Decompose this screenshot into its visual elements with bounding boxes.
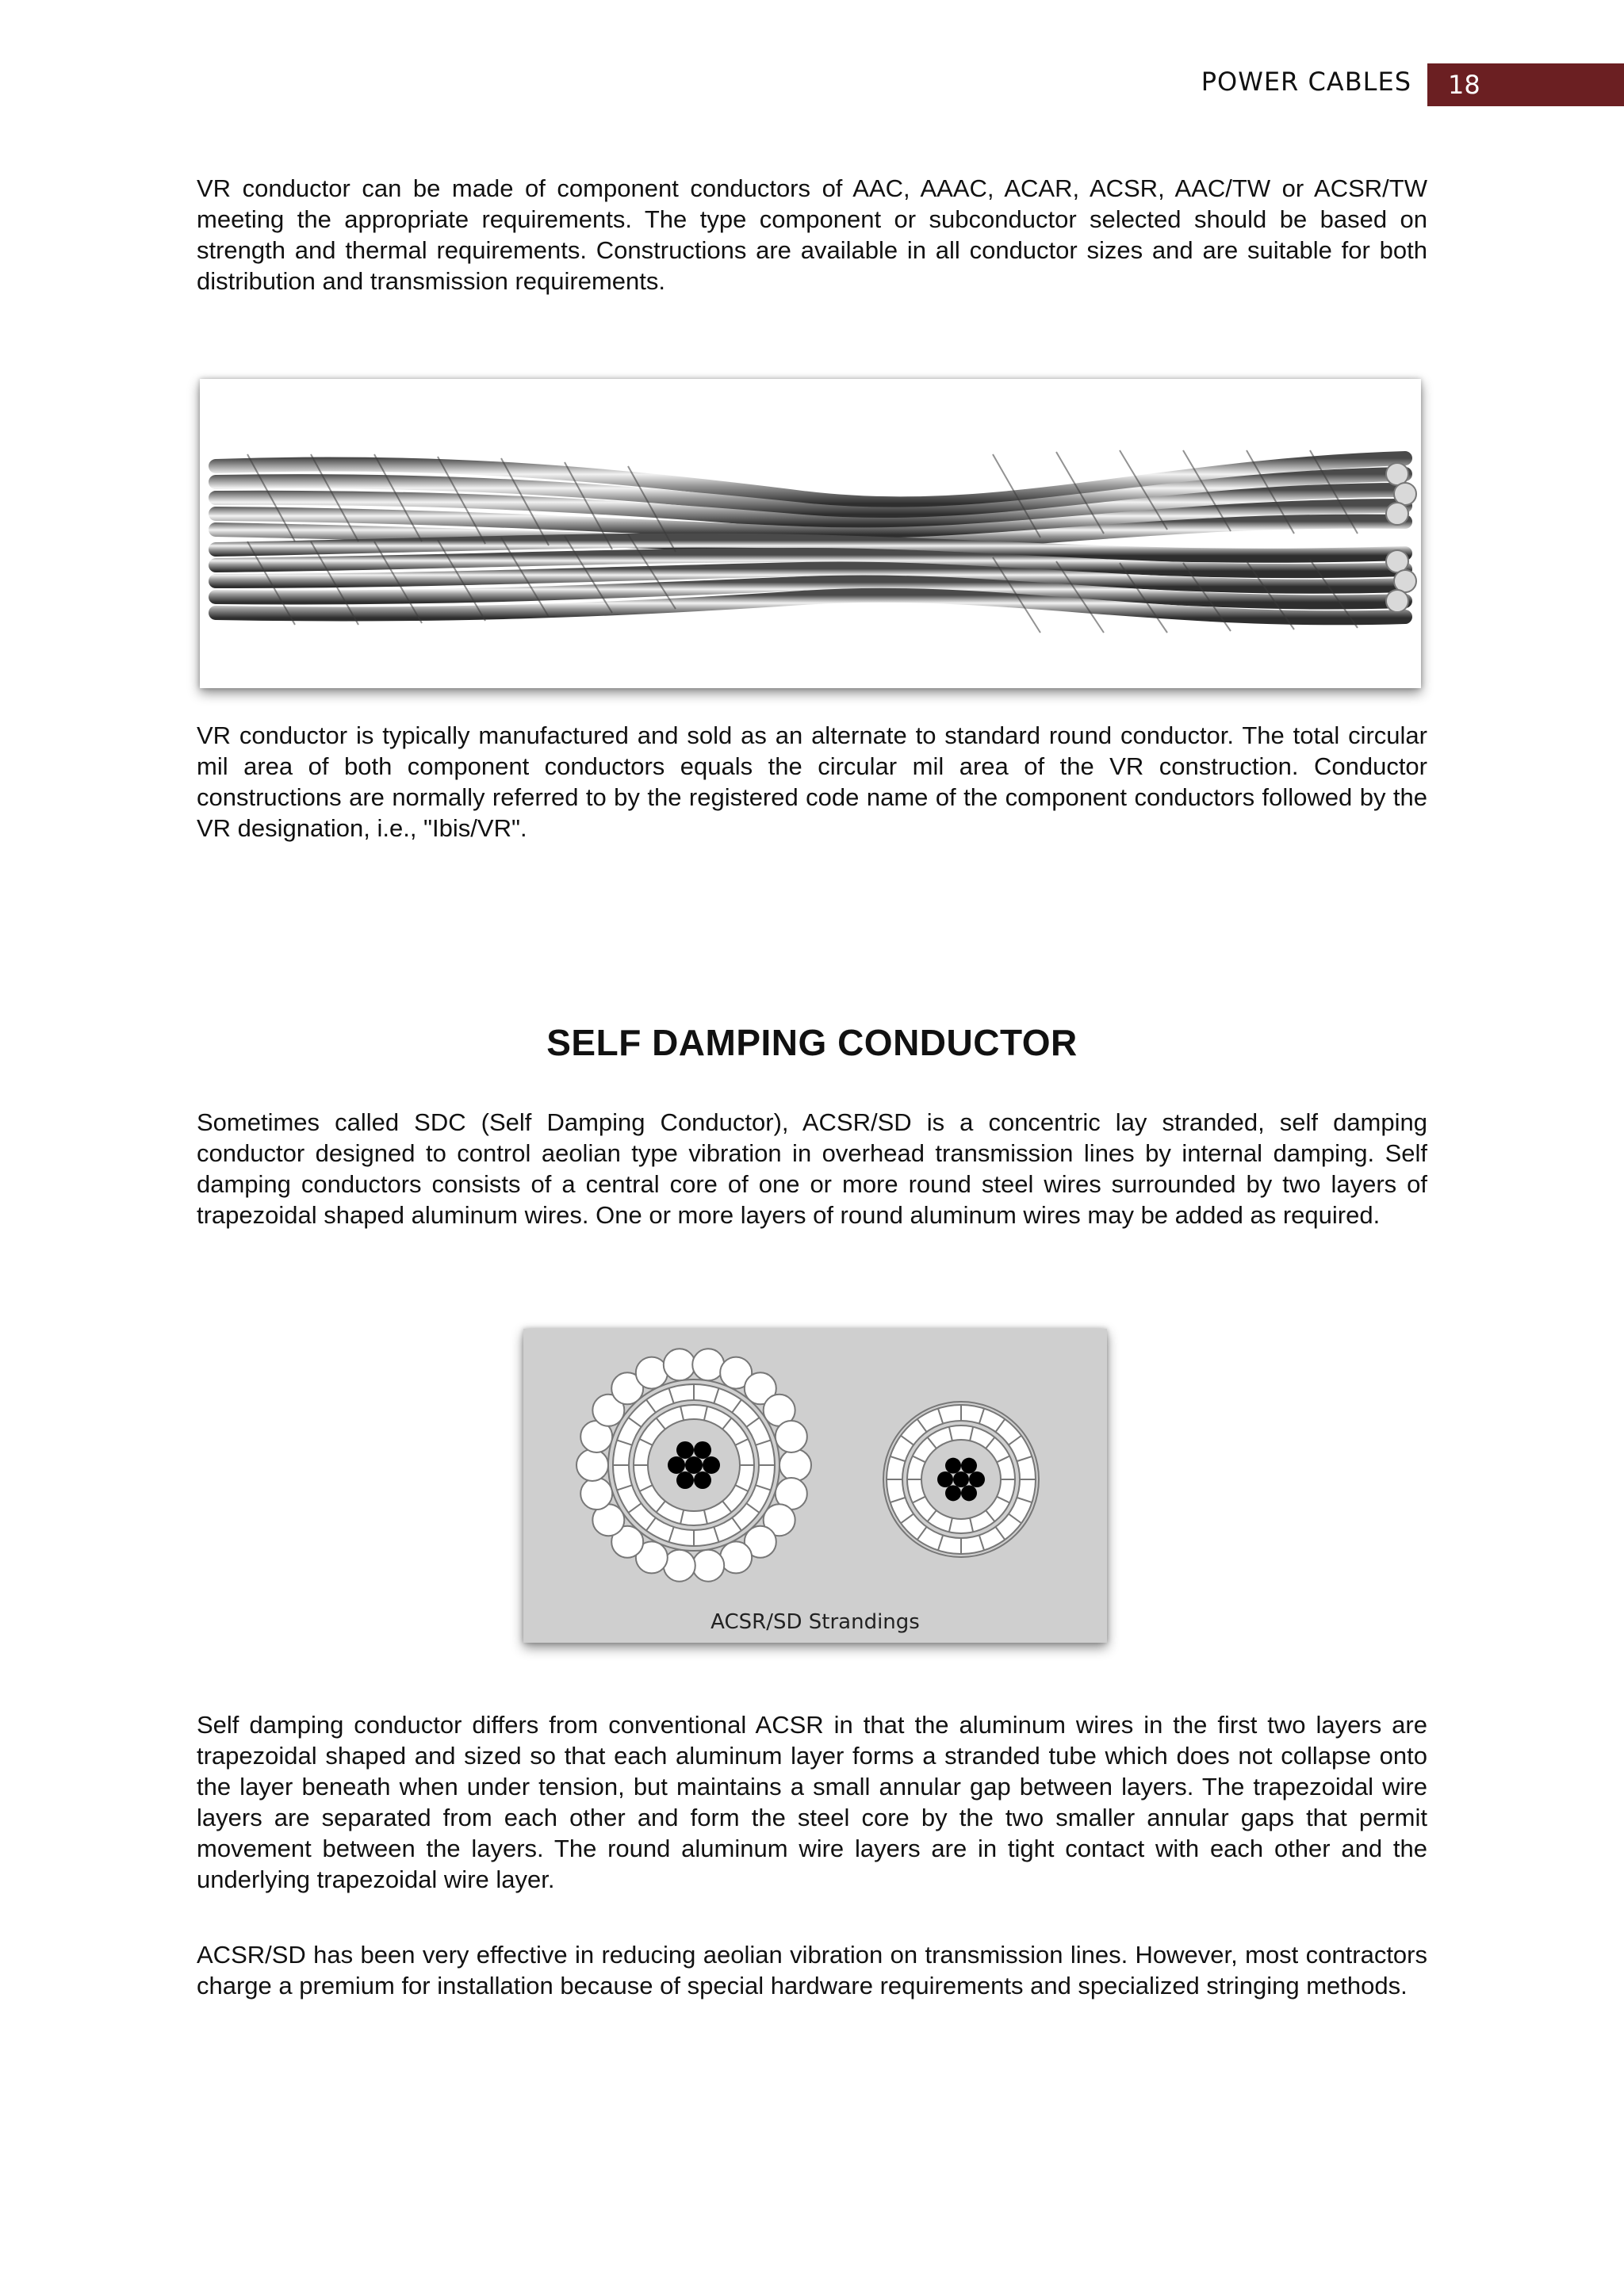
header-title: POWER CABLES [1201, 67, 1411, 97]
paragraph-vr-intro: VR conductor can be made of component conductors of AAC, AAAC, ACAR, ACSR, AAC/TW or ACSR/TW meeting the appropriate requirements. The type component or subconductor selected should be based on strength and thermal requirements. Constructions are available in all conductor sizes and are suitable for both distribution and transmission requirements. [197, 174, 1427, 295]
acsr-sd-strandings-image [523, 1329, 1107, 1643]
small-cross-section [883, 1402, 1039, 1557]
paragraph-sdc-intro: Sometimes called SDC (Self Damping Conductor), ACSR/SD is a concentric lay stranded, self damping conductor designed to control aeolian type vibration in overhead transmission lines by internal damping. Self damping conductors consists of a central core of one or more round steel wires surrounded by two layers of trapezoidal shaped aluminum wires. One or more layers of round aluminum wires may be added as required. [197, 1108, 1427, 1229]
vr-conductor-image [200, 379, 1421, 688]
paragraph-sdc-effectiveness: ACSR/SD has been very effective in reducing aeolian vibration on transmission lines. However, most contractors charge a premium for installation because of special hardware requirements and specialized stringing methods. [197, 1941, 1427, 1999]
paragraph-sdc-difference: Self damping conductor differs from conventional ACSR in that the aluminum wires in the first two layers are trapezoidal shaped and sized so that each aluminum layer forms a stranded tube which does not collapse onto the layer beneath when under tension, but maintains a small annular gap between layers. The trapezoidal wire layers are separated from each other and form the steel core by the two smaller annular gaps that permit movement between the layers. The round aluminum wire layers are in tight contact with each other and the underlying trapezoidal wire layer. [197, 1711, 1427, 1893]
vr-conductor-figure [200, 379, 1421, 688]
acsr-sd-strandings-figure [523, 1329, 1107, 1643]
figure-caption: ACSR/SD Strandings [710, 1610, 920, 1634]
large-cross-section [576, 1349, 811, 1581]
page-number: 18 [1448, 70, 1480, 100]
section-heading: SELF DAMPING CONDUCTOR [546, 1022, 1078, 1063]
paragraph-vr-manufacture: VR conductor is typically manufactured and sold as an alternate to standard round conductor. The total circular mil area of both component conductors equals the circular mil area of the VR construction. Conductor constructions are normally referred to by the registered code name of the component conductors followed by the VR designation, i.e., "Ibis/VR". [197, 721, 1427, 842]
